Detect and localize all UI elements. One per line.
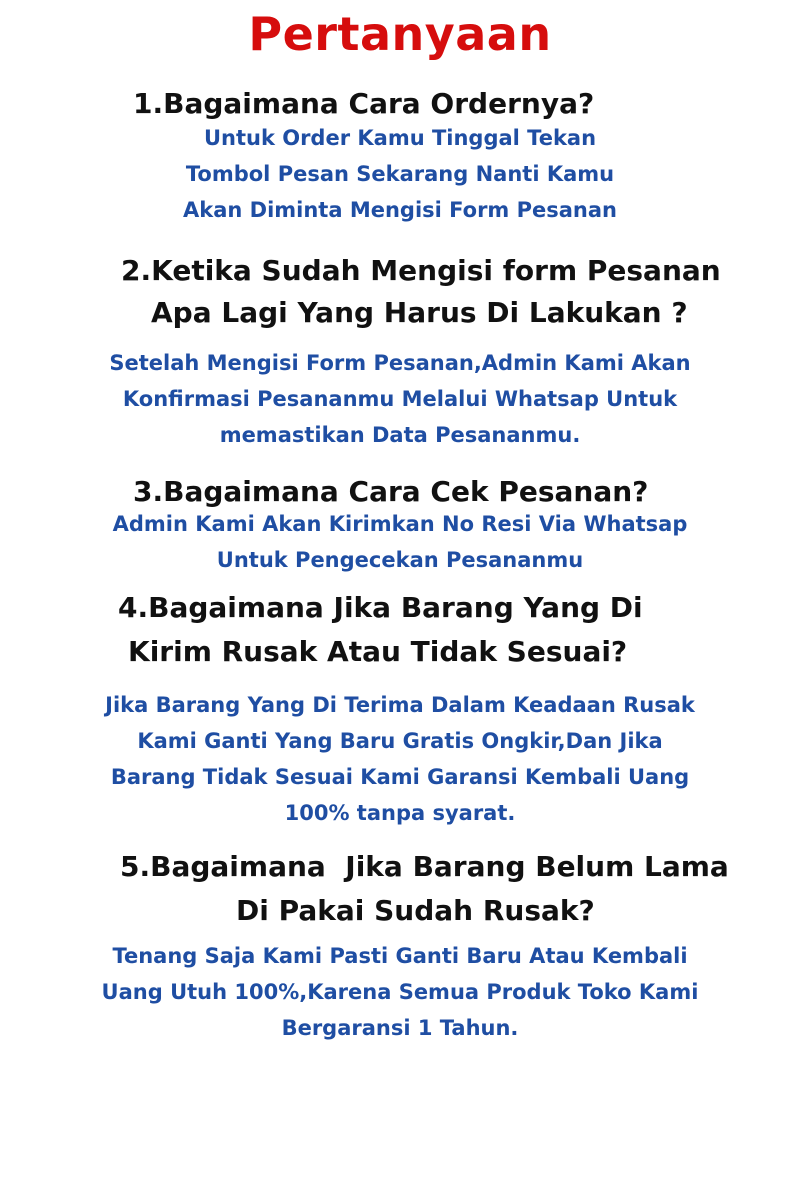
question-5-line-1: 5.Bagaimana Jika Barang Belum Lama <box>120 850 729 883</box>
answer-5-line-1: Tenang Saja Kami Pasti Ganti Baru Atau Kembali <box>112 944 688 968</box>
answer-1-line-2: Tombol Pesan Sekarang Nanti Kamu <box>185 162 615 186</box>
answer-2-line-2: Konfirmasi Pesananmu Melalui Whatsap Untuk <box>122 387 678 411</box>
answer-4-line-4: 100% tanpa syarat. <box>284 801 516 825</box>
answer-2-line-3: memastikan Data Pesananmu. <box>219 423 581 447</box>
answer-3-line-1: Admin Kami Akan Kirimkan No Resi Via Whatsap <box>112 512 688 536</box>
question-5-line-2: Di Pakai Sudah Rusak? <box>236 894 595 927</box>
answer-4-line-3: Barang Tidak Sesuai Kami Garansi Kembali Uang <box>110 765 690 789</box>
answer-1 <box>0 120 800 228</box>
question-1 <box>133 84 594 124</box>
answer-4-line-2: Kami Ganti Yang Baru Gratis Ongkir,Dan Jika <box>137 729 663 753</box>
question-1-line-1: 1.Bagaimana Cara Ordernya? <box>133 87 595 120</box>
question-2-line-1: 2.Ketika Sudah Mengisi form Pesanan <box>121 254 721 287</box>
answer-3 <box>0 506 800 578</box>
answer-5-line-2: Uang Utuh 100%,Karena Semua Produk Toko Kami <box>101 980 699 1004</box>
answer-1-line-1: Untuk Order Kamu Tinggal Tekan <box>203 126 597 150</box>
question-3-line-1: 3.Bagaimana Cara Cek Pesanan? <box>133 475 649 508</box>
question-2 <box>121 250 721 334</box>
question-4 <box>118 586 643 674</box>
answer-2 <box>0 345 800 453</box>
answer-3-line-2: Untuk Pengecekan Pesananmu <box>216 548 584 572</box>
question-2-line-2: Apa Lagi Yang Harus Di Lakukan ? <box>151 296 688 329</box>
answer-5-line-3: Bergaransi 1 Tahun. <box>281 1016 519 1040</box>
page-title: Pertanyaan <box>248 7 552 61</box>
answer-4-line-1: Jika Barang Yang Di Terima Dalam Keadaan Rusak <box>105 693 695 717</box>
answer-5 <box>0 938 800 1046</box>
answer-1-line-3: Akan Diminta Mengisi Form Pesanan <box>182 198 617 222</box>
answer-2-line-1: Setelah Mengisi Form Pesanan,Admin Kami Akan <box>109 351 691 375</box>
answer-4 <box>0 687 800 831</box>
question-4-line-1: 4.Bagaimana Jika Barang Yang Di <box>118 591 643 624</box>
question-5 <box>120 845 729 933</box>
question-4-line-2: Kirim Rusak Atau Tidak Sesuai? <box>128 635 628 668</box>
